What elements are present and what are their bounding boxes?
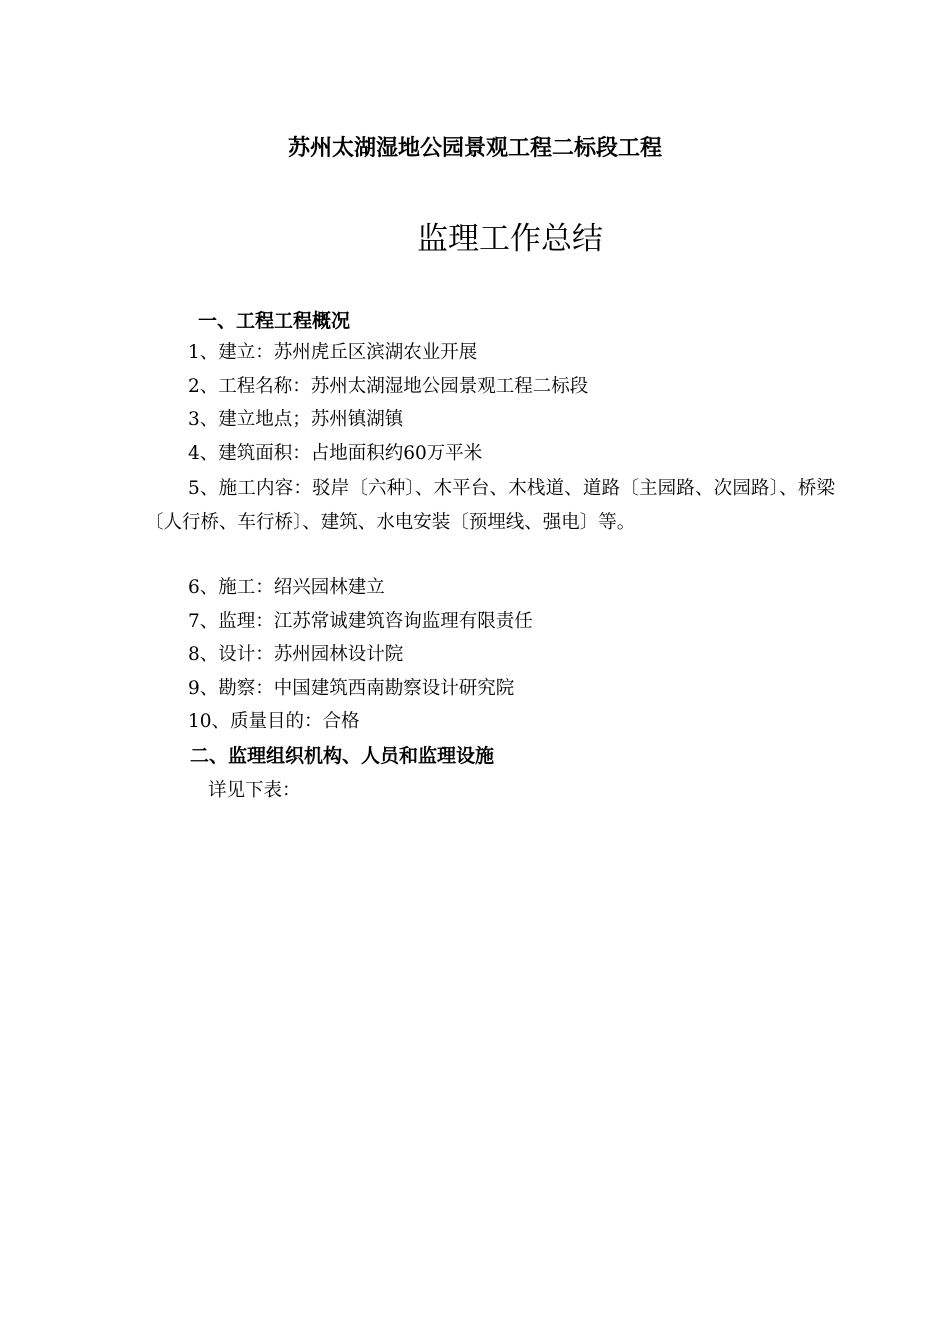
overview-item-2: 2、工程名称：苏州太湖湿地公园景观工程二标段 bbox=[188, 376, 589, 397]
overview-item-7: 7、监理：江苏常诚建筑咨询监理有限责任 bbox=[188, 611, 533, 632]
document-subtitle: 苏州太湖湿地公园景观工程二标段工程 bbox=[287, 136, 662, 161]
see-table-text: 详见下表： bbox=[208, 780, 301, 801]
overview-item-1: 1、建立：苏州虎丘区滨湖农业开展 bbox=[188, 342, 478, 363]
section-heading-organization: 二、监理组织机构、人员和监理设施 bbox=[190, 745, 495, 767]
overview-item-9: 9、勘察：中国建筑西南勘察设计研究院 bbox=[188, 678, 515, 699]
overview-item-8: 8、设计：苏州园林设计院 bbox=[188, 644, 404, 665]
overview-item-10: 10、质量目的：合格 bbox=[188, 711, 360, 732]
overview-item-3: 3、建立地点；苏州镇湖镇 bbox=[188, 409, 404, 430]
overview-item-6: 6、施工：绍兴园林建立 bbox=[188, 577, 385, 598]
document-title: 监理工作总结 bbox=[417, 221, 603, 257]
overview-item-5: 5、施工内容：驳岸〔六种〕、木平台、木栈道、道路〔主园路、次园路〕、桥梁〔人行桥、车行桥〕、建筑、水电安装〔预埋线、强电〕等。 bbox=[145, 478, 835, 533]
section-heading-overview: 一、工程工程概况 bbox=[198, 310, 351, 332]
overview-item-4: 4、建筑面积：占地面积约60万平米 bbox=[188, 443, 483, 464]
